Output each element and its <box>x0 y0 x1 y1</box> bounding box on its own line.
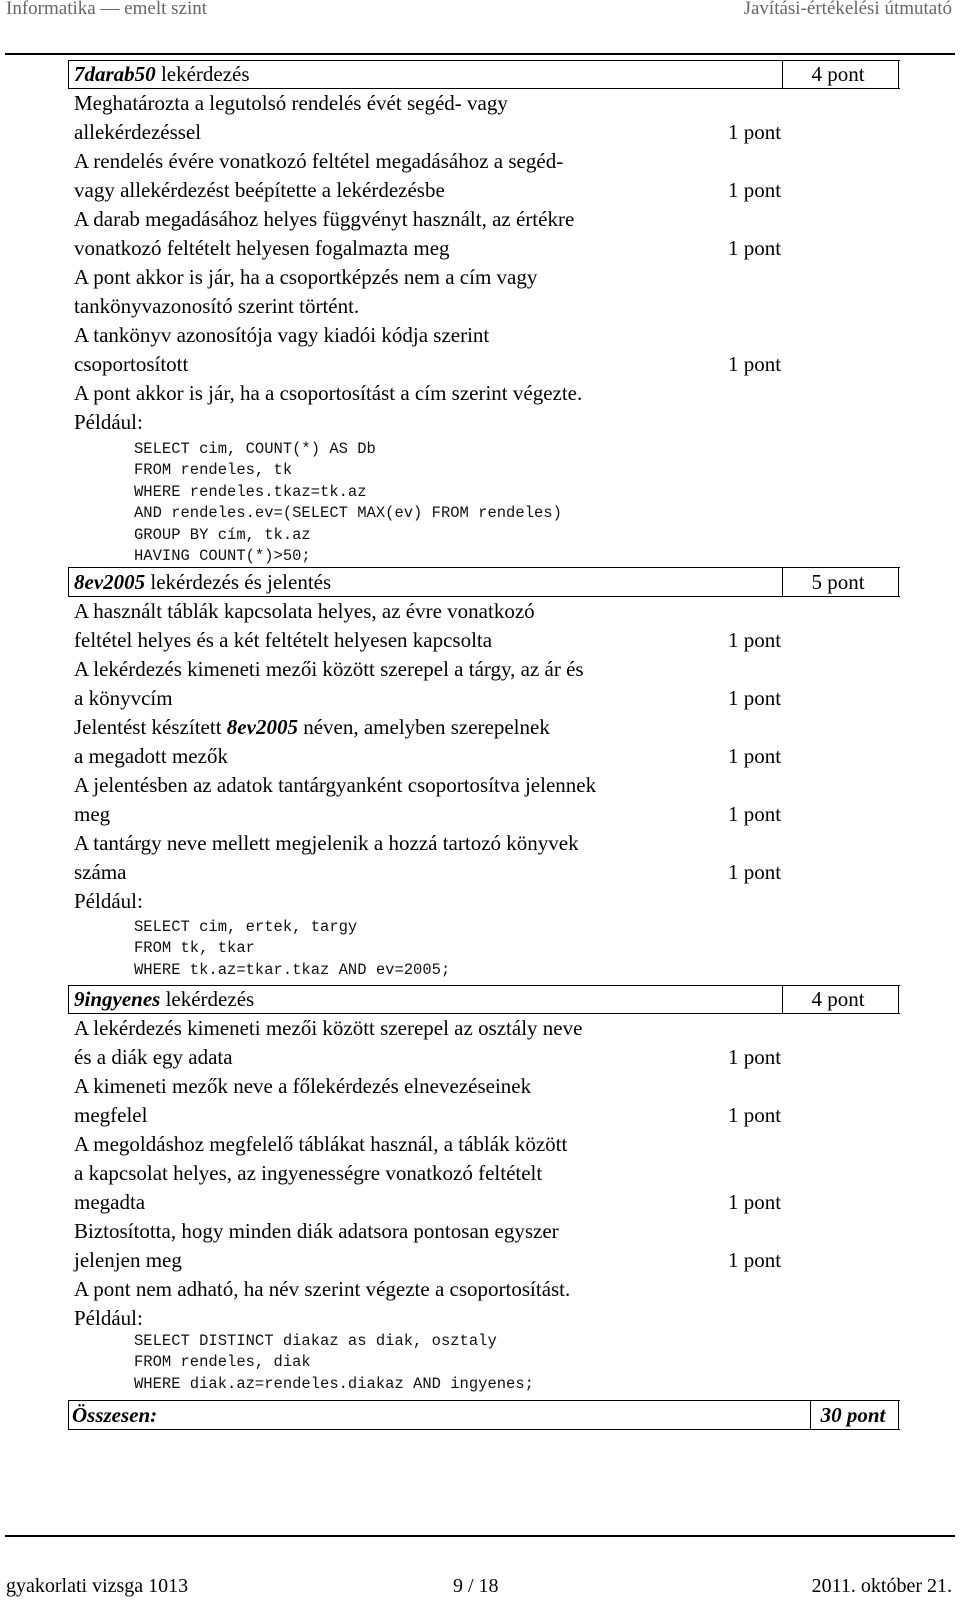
section-8-points: 5 pont <box>811 570 865 594</box>
section-9-line: A lekérdezés kimeneti mezői között szerepel az osztály neve <box>74 1016 583 1040</box>
line-points: 1 pont <box>728 352 782 376</box>
line-points: 1 pont <box>728 628 782 652</box>
section-7-line: Meghatározta a legutolsó rendelés évét segéd- vagy <box>74 91 508 115</box>
footer-exam-id: gyakorlati vizsga 1013 <box>6 1575 189 1597</box>
footer-date: 2011. október 21. <box>811 1575 952 1597</box>
sql-example-line: FROM rendeles, tk <box>134 461 293 480</box>
section-8-line: A lekérdezés kimeneti mezői között szerepel a tárgy, az ár és <box>74 657 584 681</box>
section-9-line: és a diák egy adata <box>74 1045 233 1069</box>
section-7-line: csoportosított <box>74 352 189 376</box>
line-points: 1 pont <box>728 686 782 710</box>
total-box-bottom <box>68 1429 900 1430</box>
line-points: 1 pont <box>728 1103 782 1127</box>
report-name: 8ev2005 <box>226 715 298 739</box>
line-points: 1 pont <box>728 744 782 768</box>
section-9-line: megadta <box>74 1190 146 1214</box>
section-9-line: megfelel <box>74 1103 148 1127</box>
section-7-name: 7darab50 <box>74 62 156 86</box>
header-rule <box>5 53 955 55</box>
footer-page-number: 9 / 18 <box>453 1575 499 1597</box>
section-7-line: A rendelés évére vonatkozó feltétel megadásához a segéd- <box>74 149 564 173</box>
sql-example-line: WHERE rendeles.tkaz=tk.az <box>134 482 367 501</box>
section-9-name: 9ingyenes <box>74 987 161 1011</box>
report-line-rest: néven, amelyben szerepelnek <box>297 715 550 739</box>
sql-example-line: SELECT cim, COUNT(*) AS Db <box>134 440 376 458</box>
sql-example-line: SELECT DISTINCT diakaz as diak, osztaly <box>134 1332 497 1350</box>
line-points: 1 pont <box>728 236 782 260</box>
section-8-title-rest: lekérdezés és jelentés <box>145 570 332 594</box>
section-9-line: A pont nem adható, ha név szerint végezte a csoportosítást. <box>74 1277 571 1301</box>
section-7-line: allekérdezéssel <box>74 120 202 144</box>
sql-example-line: WHERE tk.az=tkar.tkaz AND ev=2005; <box>134 960 451 979</box>
header-doc-type: Javítási-értékelési útmutató <box>743 0 952 19</box>
section-8-line: A használt táblák kapcsolata helyes, az évre vonatkozó <box>74 599 535 623</box>
section-9-box-divider <box>782 985 783 1013</box>
line-points: 1 pont <box>728 178 782 202</box>
section-8-line: száma <box>74 860 127 884</box>
line-points: 1 pont <box>728 120 782 144</box>
section-7-line: vagy allekérdezést beépítette a lekérdezésbe <box>74 178 445 202</box>
sql-example-line: WHERE diak.az=rendeles.diakaz AND ingyenes; <box>134 1374 534 1393</box>
section-8-line: a megadott mezők <box>74 744 228 768</box>
section-9-points: 4 pont <box>811 987 865 1011</box>
line-points: 1 pont <box>728 860 782 884</box>
section-7-points: 4 pont <box>811 62 865 86</box>
sql-example-line: SELECT cim, ertek, targy <box>134 918 358 936</box>
sql-example-line: FROM tk, tkar <box>134 939 255 958</box>
section-9-line: a kapcsolat helyes, az ingyenességre vonatkozó feltételt <box>74 1161 543 1185</box>
section-9-line: Például: <box>74 1306 143 1330</box>
section-7-line: Például: <box>74 410 143 434</box>
section-8-line: Például: <box>74 889 143 913</box>
sql-example-line: AND rendeles.ev=(SELECT MAX(ev) FROM rendeles) <box>134 504 562 523</box>
section-7-line: A pont akkor is jár, ha a csoportképzés nem a cím vagy <box>74 265 538 289</box>
line-points: 1 pont <box>728 802 782 826</box>
section-9-line: jelenjen meg <box>74 1248 182 1272</box>
section-7-box-right <box>898 60 899 88</box>
section-9-line: A kimeneti mezők neve a főlekérdezés elnevezéseinek <box>74 1074 532 1098</box>
section-8-box-left <box>68 567 69 596</box>
section-8-line: feltétel helyes és a két feltételt helyesen kapcsolta <box>74 628 493 652</box>
section-8-line: meg <box>74 802 111 826</box>
header-subject: Informatika — emelt szint <box>6 0 208 19</box>
section-7-line: A tankönyv azonosítója vagy kiadói kódja szerint <box>74 323 490 347</box>
footer-rule <box>5 1535 955 1537</box>
line-points: 1 pont <box>728 1190 782 1214</box>
line-points: 1 pont <box>728 1248 782 1272</box>
sql-example-line: GROUP BY cím, tk.az <box>134 525 311 544</box>
section-8-name: 8ev2005 <box>74 570 146 594</box>
section-8-line: A jelentésben az adatok tantárgyanként csoportosítva jelennek <box>74 773 597 797</box>
section-7-box-left <box>68 60 69 88</box>
report-line-start: Jelentést készített <box>74 715 227 739</box>
section-9-title-rest: lekérdezés <box>160 987 255 1011</box>
section-8-box-right <box>898 567 899 596</box>
total-box-left <box>68 1400 69 1429</box>
section-8-line: A tantárgy neve mellett megjelenik a hozzá tartozó könyvek <box>74 831 579 855</box>
section-7-box-divider <box>782 60 783 88</box>
section-9-title <box>74 985 254 1013</box>
section-7-line: A pont akkor is jár, ha a csoportosítást a cím szerint végezte. <box>74 381 583 405</box>
section-7-title <box>74 60 250 88</box>
sql-example-line: FROM rendeles, diak <box>134 1353 311 1372</box>
line-points: 1 pont <box>728 1045 782 1069</box>
section-9-box-right <box>898 985 899 1013</box>
sql-example-line: HAVING COUNT(*)>50; <box>134 547 311 565</box>
section-7-line: A darab megadásához helyes függvényt használt, az értékre <box>74 207 575 231</box>
section-8-line: a könyvcím <box>74 686 173 710</box>
section-8-box-divider <box>782 567 783 596</box>
section-7-line: tankönyvazonosító szerint történt. <box>74 294 360 318</box>
section-8-title <box>74 568 331 596</box>
total-label: Összesen: <box>72 1403 158 1427</box>
section-9-line: A megoldáshoz megfelelő táblákat használ, a táblák között <box>74 1132 568 1156</box>
section-9-line: Biztosította, hogy minden diák adatsora pontosan egyszer <box>74 1219 559 1243</box>
section-7-title-rest: lekérdezés <box>155 62 250 86</box>
section-7-line: vonatkozó feltételt helyesen fogalmazta meg <box>74 236 450 260</box>
total-points: 30 pont <box>820 1403 886 1427</box>
page-header <box>0 0 960 60</box>
section-9-box-left <box>68 985 69 1013</box>
total-box-top <box>68 1400 900 1401</box>
section-8-line <box>74 713 550 741</box>
